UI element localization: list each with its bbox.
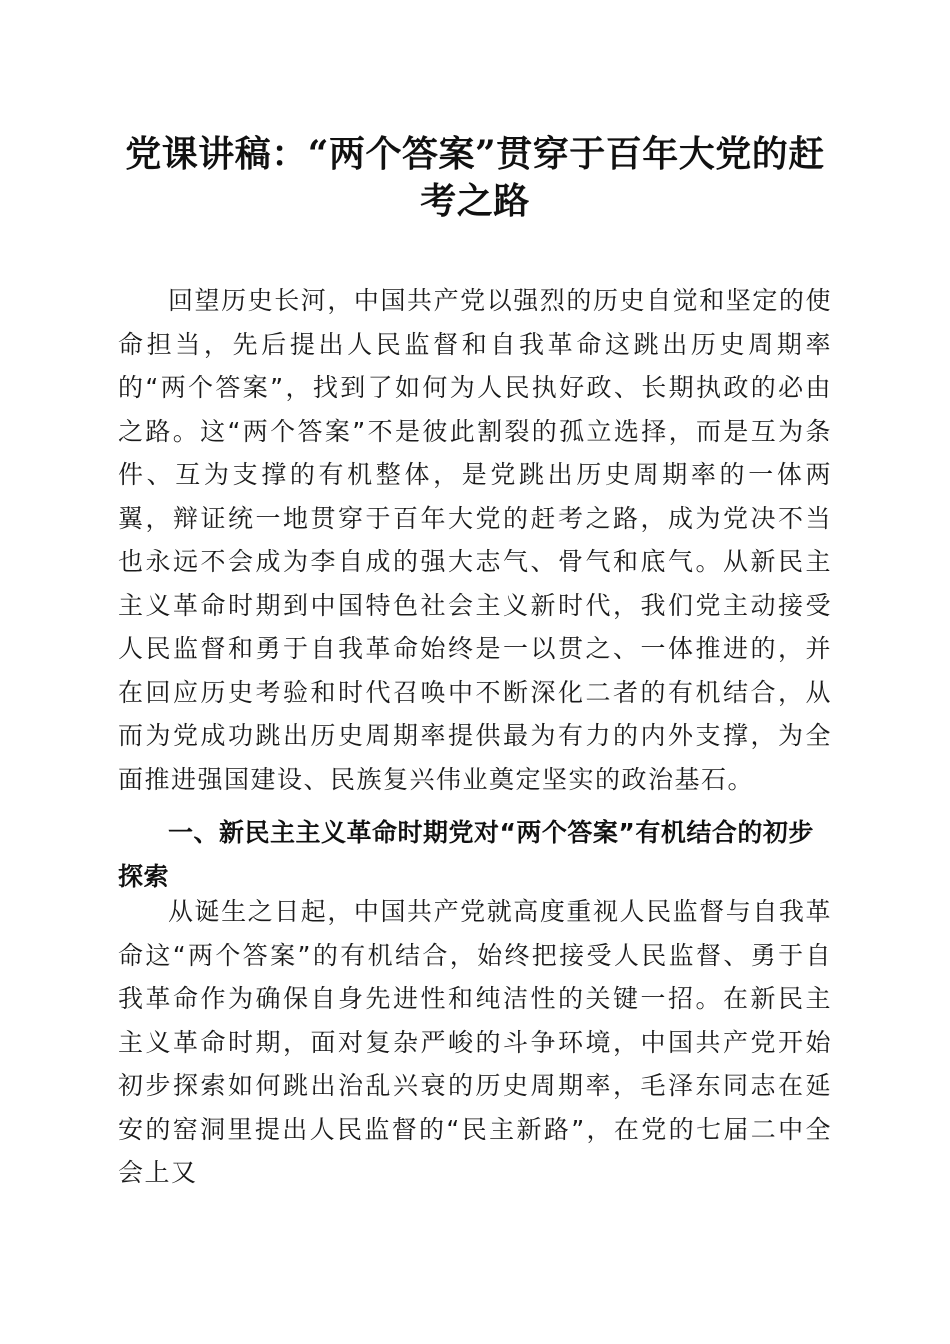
section-1-paragraph: 从诞生之日起，中国共产党就高度重视人民监督与自我革命这“两个答案”的有机结合，始终把接受人民监督、勇于自我革命作为确保自身先进性和纯洁性的关键一招。在新民主主义革命时期，面对复杂严峻的斗争环境，中国共产党开始初步探索如何跳出治乱兴衰的历史周期率，毛泽东同志在延安的窑洞里提出人民监督的“民主新路”，在党的七届二中全会上又 [118, 897, 832, 1187]
intro-paragraph: 回望历史长河，中国共产党以强烈的历史自觉和坚定的使命担当，先后提出人民监督和自我革命这跳出历史周期率的“两个答案”，找到了如何为人民执好政、长期执政的必由之路。这“两个答案”不是彼此割裂的孤立选择，而是互为条件、互为支撑的有机整体，是党跳出历史周期率的一体两翼，辩证统一地贯穿于百年大党的赶考之路，成为党决不当也永远不会成为李自成的强大志气、骨气和底气。从新民主主义革命时期到中国特色社会主义新时代，我们党主动接受人民监督和勇于自我革命始终是一以贯之、一体推进的，并在回应历史考验和时代召唤中不断深化二者的有机结合，从而为党成功跳出历史周期率提供最为有力的内外支撑，为全面推进强国建设、民族复兴伟业奠定坚实的政治基石。 [118, 286, 832, 794]
document-title: 党课讲稿：“两个答案”贯穿于百年大党的赶考之路 [125, 133, 825, 222]
section-heading-1: 一、新民主主义革命时期党对“两个答案”有机结合的初步探索 [118, 818, 814, 891]
